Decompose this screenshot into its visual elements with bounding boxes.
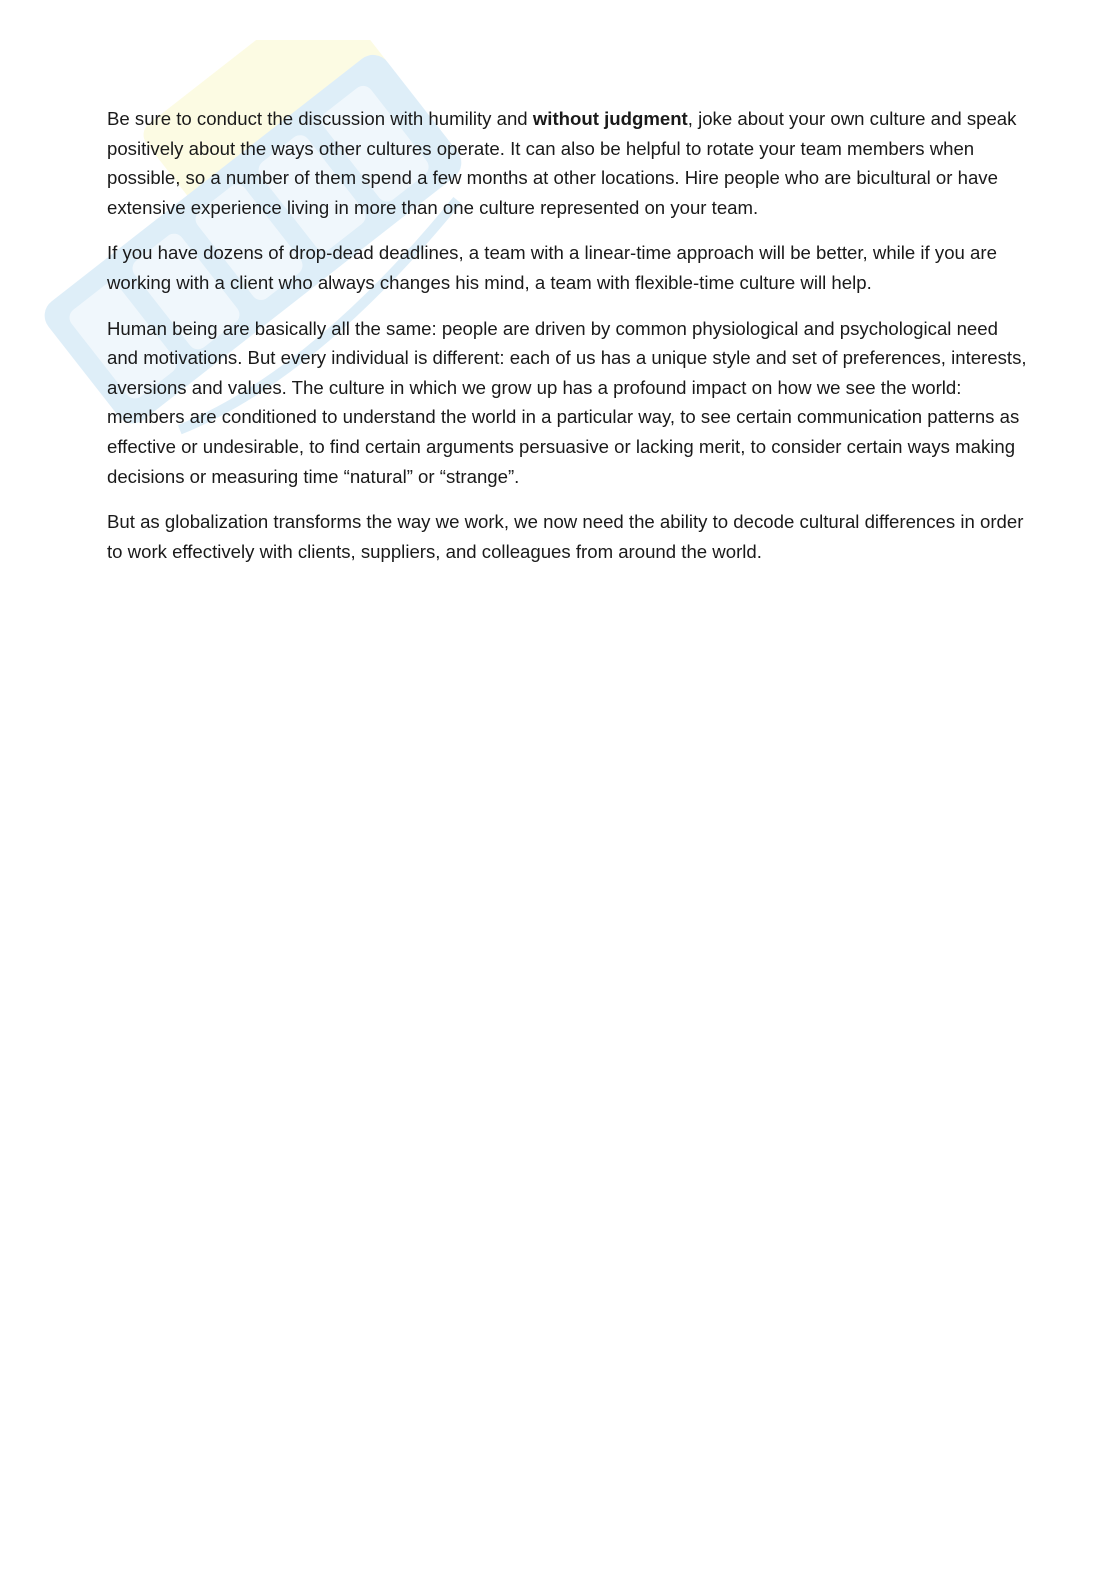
bold-phrase: without judgment (532, 108, 688, 129)
body-text (107, 104, 1032, 582)
paragraph-2: If you have dozens of drop-dead deadlines, a team with a linear-time approach will be better, while if you are working with a client who always changes his mind, a team with flexible-time culture will help. (107, 242, 997, 293)
paragraph-1-start: Be sure to conduct the discussion with humility and (107, 108, 533, 129)
paragraph-4: But as globalization transforms the way we work, we now need the ability to decode cultural differences in order to work effectively with clients, suppliers, and colleagues from around the world. (107, 511, 1024, 562)
paragraph-1-end: , joke about your own culture and speak positively about the ways other cultures operate. It can also be helpful to rotate your team members when possible, so a number of them spend a few months at other locations. Hire people who are bicultural or have extensive experience living in more than one culture represented on your team. (107, 108, 1017, 218)
paragraph-3: Human being are basically all the same: people are driven by common physiological and psychological need and motivations. But every individual is different: each of us has a unique style and set of preferences, interests, aversions and values. The culture in which we grow up has a profound impact on how we see the world: members are conditioned to understand the world in a particular way, to see certain communication patterns as effective or undesirable, to find certain arguments persuasive or lacking merit, to consider certain ways making decisions or measuring time “natural” or “strange”. (107, 317, 1027, 487)
paragraph-1 (107, 104, 1032, 222)
